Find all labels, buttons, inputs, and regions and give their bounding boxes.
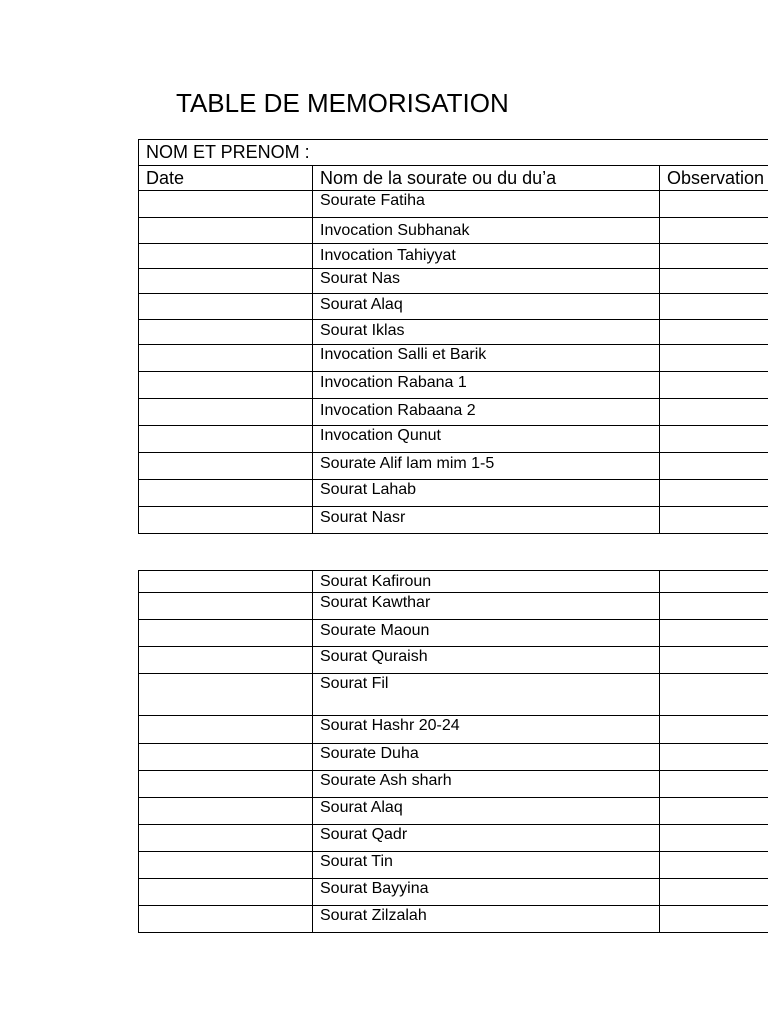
sourate-cell: Sourat Lahab — [313, 480, 660, 507]
column-header-observation: Observation — [660, 166, 768, 191]
table-row — [139, 674, 768, 716]
sourate-cell: Sourat Quraish — [313, 647, 660, 674]
table-row — [139, 372, 768, 399]
date-cell[interactable] — [139, 620, 313, 647]
sourate-cell: Sourat Kafiroun — [313, 571, 660, 593]
sourate-cell: Sourat Bayyina — [313, 879, 660, 906]
table-row — [139, 825, 768, 852]
column-header-date: Date — [139, 166, 313, 191]
observation-cell[interactable] — [660, 269, 768, 294]
table-row — [139, 191, 768, 218]
sourate-cell: Sourat Nasr — [313, 507, 660, 534]
observation-cell[interactable] — [660, 571, 768, 593]
sourate-cell: Sourat Iklas — [313, 320, 660, 345]
date-cell[interactable] — [139, 879, 313, 906]
sourate-cell: Sourat Qadr — [313, 825, 660, 852]
observation-cell[interactable] — [660, 191, 768, 218]
observation-cell[interactable] — [660, 320, 768, 345]
table-row — [139, 571, 768, 593]
date-cell[interactable] — [139, 320, 313, 345]
date-cell[interactable] — [139, 674, 313, 716]
sourate-cell: Invocation Salli et Barik — [313, 345, 660, 372]
date-cell[interactable] — [139, 372, 313, 399]
table-row — [139, 426, 768, 453]
sourate-cell: Sourat Alaq — [313, 294, 660, 320]
observation-cell[interactable] — [660, 507, 768, 534]
date-cell[interactable] — [139, 294, 313, 320]
observation-cell[interactable] — [660, 372, 768, 399]
sourate-cell: Sourate Fatiha — [313, 191, 660, 218]
date-cell[interactable] — [139, 825, 313, 852]
sourate-cell: Sourate Duha — [313, 744, 660, 771]
sourate-cell: Invocation Rabaana 2 — [313, 399, 660, 426]
sourate-cell: Sourat Tin — [313, 852, 660, 879]
date-cell[interactable] — [139, 453, 313, 480]
table-row — [139, 716, 768, 744]
observation-cell[interactable] — [660, 453, 768, 480]
table-row — [139, 399, 768, 426]
observation-cell[interactable] — [660, 426, 768, 453]
date-cell[interactable] — [139, 191, 313, 218]
observation-cell[interactable] — [660, 294, 768, 320]
sourate-cell: Sourat Kawthar — [313, 593, 660, 620]
table-row — [139, 294, 768, 320]
sourate-cell: Sourat Nas — [313, 269, 660, 294]
observation-cell[interactable] — [660, 798, 768, 825]
observation-cell[interactable] — [660, 852, 768, 879]
date-cell[interactable] — [139, 593, 313, 620]
observation-cell[interactable] — [660, 771, 768, 798]
date-cell[interactable] — [139, 269, 313, 294]
date-cell[interactable] — [139, 345, 313, 372]
table-row — [139, 453, 768, 480]
observation-cell[interactable] — [660, 218, 768, 244]
observation-cell[interactable] — [660, 674, 768, 716]
date-cell[interactable] — [139, 571, 313, 593]
table-row — [139, 620, 768, 647]
table-row — [139, 744, 768, 771]
date-cell[interactable] — [139, 647, 313, 674]
sourate-cell: Invocation Qunut — [313, 426, 660, 453]
observation-cell[interactable] — [660, 906, 768, 933]
date-cell[interactable] — [139, 244, 313, 269]
table-row — [139, 647, 768, 674]
table-row — [139, 269, 768, 294]
date-cell[interactable] — [139, 771, 313, 798]
observation-cell[interactable] — [660, 744, 768, 771]
sourate-cell: Sourate Maoun — [313, 620, 660, 647]
table-row — [139, 593, 768, 620]
sourate-cell: Sourat Hashr 20-24 — [313, 716, 660, 744]
observation-cell[interactable] — [660, 825, 768, 852]
table-row — [139, 879, 768, 906]
date-cell[interactable] — [139, 218, 313, 244]
sourate-cell: Sourat Alaq — [313, 798, 660, 825]
sourate-cell: Invocation Tahiyyat — [313, 244, 660, 269]
date-cell[interactable] — [139, 716, 313, 744]
table-row — [139, 218, 768, 244]
sourate-cell: Sourat Fil — [313, 674, 660, 716]
memorisation-table-2 — [138, 570, 768, 933]
date-cell[interactable] — [139, 480, 313, 507]
observation-cell[interactable] — [660, 620, 768, 647]
header-row — [139, 166, 768, 191]
table-row — [139, 345, 768, 372]
date-cell[interactable] — [139, 798, 313, 825]
sourate-cell: Sourat Zilzalah — [313, 906, 660, 933]
observation-cell[interactable] — [660, 879, 768, 906]
date-cell[interactable] — [139, 507, 313, 534]
page-title: TABLE DE MEMORISATION — [176, 88, 509, 118]
observation-cell[interactable] — [660, 647, 768, 674]
sourate-cell: Sourate Alif lam mim 1-5 — [313, 453, 660, 480]
observation-cell[interactable] — [660, 399, 768, 426]
date-cell[interactable] — [139, 852, 313, 879]
table-row — [139, 244, 768, 269]
table-row — [139, 320, 768, 345]
sourate-cell: Invocation Subhanak — [313, 218, 660, 244]
memorisation-table-1 — [138, 139, 768, 534]
date-cell[interactable] — [139, 906, 313, 933]
sourate-cell: Sourate Ash sharh — [313, 771, 660, 798]
observation-cell[interactable] — [660, 593, 768, 620]
observation-cell[interactable] — [660, 345, 768, 372]
date-cell[interactable] — [139, 399, 313, 426]
table-row — [139, 507, 768, 534]
date-cell[interactable] — [139, 426, 313, 453]
observation-cell[interactable] — [660, 244, 768, 269]
sourate-cell: Invocation Rabana 1 — [313, 372, 660, 399]
table-row — [139, 906, 768, 933]
table-row — [139, 798, 768, 825]
table-row — [139, 480, 768, 507]
table-row — [139, 852, 768, 879]
column-header-sourate: Nom de la sourate ou du du’a — [313, 166, 660, 191]
observation-cell[interactable] — [660, 480, 768, 507]
table-row — [139, 771, 768, 798]
date-cell[interactable] — [139, 744, 313, 771]
observation-cell[interactable] — [660, 716, 768, 744]
name-label: NOM ET PRENOM : — [139, 140, 768, 166]
name-row — [139, 140, 768, 166]
